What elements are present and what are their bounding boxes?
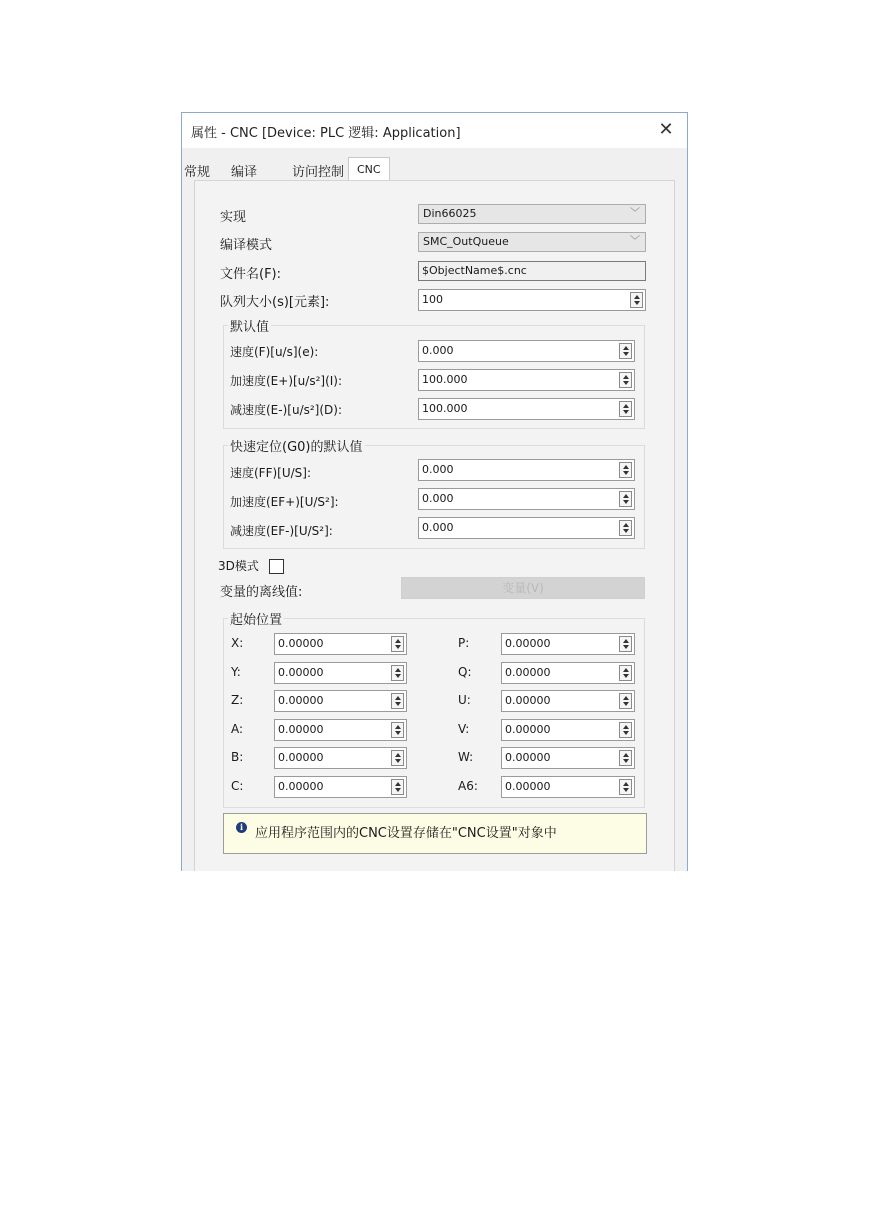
compile-mode-value: SMC_OutQueue [423,235,509,248]
rapid-speed-label: 速度(FF)[U/S]: [230,466,312,480]
axis-b-value: 0.00000 [278,751,324,764]
axis-z-spinner[interactable] [274,690,407,712]
spin-arrows-icon[interactable] [391,665,404,681]
axis-p-value: 0.00000 [505,637,551,650]
rapid-speed-spinner[interactable] [418,459,635,481]
compile-mode-select[interactable] [418,232,646,252]
offline-value-label: 变量的离线值: [220,585,303,600]
queue-size-value: 100 [422,293,443,306]
axis-q-value: 0.00000 [505,666,551,679]
tab-cnc[interactable]: CNC [348,157,390,182]
chevron-down-icon: ﹀ [630,208,640,219]
axis-x-label: X: [231,636,244,650]
rapid-accel-label: 加速度(EF+)[U/S²]: [230,495,339,509]
rapid-accel-value: 0.000 [422,492,454,505]
axis-w-value: 0.00000 [505,751,551,764]
spin-arrows-icon[interactable] [619,343,632,359]
spin-arrows-icon[interactable] [630,292,643,308]
axis-v-value: 0.00000 [505,723,551,736]
default-decel-label: 减速度(E-)[u/s²](D): [230,403,342,417]
spin-arrows-icon[interactable] [391,636,404,652]
axis-u-value: 0.00000 [505,694,551,707]
spin-arrows-icon[interactable] [619,665,632,681]
spin-arrows-icon[interactable] [619,401,632,417]
tab-general[interactable]: 常规 [184,165,211,180]
chevron-down-icon: ﹀ [630,236,640,247]
impl-label: 实现 [220,210,247,225]
compile-mode-label: 编译模式 [220,238,273,253]
rapid-decel-spinner[interactable] [418,517,635,539]
axis-y-spinner[interactable] [274,662,407,684]
axis-c-value: 0.00000 [278,780,324,793]
title-bar [182,113,687,148]
spin-arrows-icon[interactable] [391,722,404,738]
axis-w-label: W: [458,750,474,764]
spin-arrows-icon[interactable] [391,693,404,709]
spin-arrows-icon[interactable] [619,372,632,388]
default-speed-value: 0.000 [422,344,454,357]
axis-b-spinner[interactable] [274,747,407,769]
mode-3d-checkbox[interactable] [269,559,284,574]
spin-arrows-icon[interactable] [619,750,632,766]
rapid-speed-value: 0.000 [422,463,454,476]
close-icon[interactable]: ✕ [658,119,674,140]
queue-size-label: 队列大小(s)[元素]: [220,295,330,310]
default-decel-value: 100.000 [422,402,468,415]
info-icon: i [236,822,247,833]
axis-q-label: Q: [458,665,472,679]
default-accel-label: 加速度(E+)[u/s²](I): [230,374,343,388]
impl-value: Din66025 [423,207,477,220]
default-decel-spinner[interactable] [418,398,635,420]
axis-z-value: 0.00000 [278,694,324,707]
spin-arrows-icon[interactable] [619,636,632,652]
start-position-title: 起始位置 [228,609,284,628]
spin-arrows-icon[interactable] [619,491,632,507]
rapid-accel-spinner[interactable] [418,488,635,510]
tab-compile[interactable]: 编译 [231,165,258,180]
axis-u-spinner[interactable] [501,690,635,712]
info-box [223,813,647,854]
axis-a6-label: A6: [458,779,478,793]
axis-a-value: 0.00000 [278,723,324,736]
properties-dialog [181,112,688,871]
default-speed-label: 速度(F)[u/s](e): [230,345,319,359]
axis-a-label: A: [231,722,244,736]
axis-y-value: 0.00000 [278,666,324,679]
file-name-label: 文件名(F): [220,267,282,282]
defaults-title: 默认值 [228,316,271,335]
spin-arrows-icon[interactable] [619,520,632,536]
default-accel-value: 100.000 [422,373,468,386]
variable-button[interactable]: 变量(V) [401,577,645,599]
axis-x-value: 0.00000 [278,637,324,650]
axis-a-spinner[interactable] [274,719,407,741]
axis-c-spinner[interactable] [274,776,407,798]
spin-arrows-icon[interactable] [619,722,632,738]
axis-z-label: Z: [231,693,244,707]
axis-x-spinner[interactable] [274,633,407,655]
default-speed-spinner[interactable] [418,340,635,362]
axis-p-spinner[interactable] [501,633,635,655]
rapid-decel-value: 0.000 [422,521,454,534]
rapid-title: 快速定位(G0)的默认值 [228,436,365,455]
axis-y-label: Y: [231,665,241,679]
file-name-field[interactable]: $ObjectName$.cnc [418,261,646,281]
spin-arrows-icon[interactable] [619,462,632,478]
mode-3d-label: 3D模式 [218,559,259,573]
spin-arrows-icon[interactable] [619,693,632,709]
spin-arrows-icon[interactable] [391,750,404,766]
axis-v-spinner[interactable] [501,719,635,741]
axis-a6-spinner[interactable] [501,776,635,798]
default-accel-spinner[interactable] [418,369,635,391]
axis-c-label: C: [231,779,244,793]
tab-access-control[interactable]: 访问控制 [292,165,345,180]
axis-v-label: V: [458,722,470,736]
rapid-decel-label: 减速度(EF-)[U/S²]: [230,524,333,538]
tab-bar [182,157,687,181]
queue-size-spinner[interactable] [418,289,646,311]
axis-q-spinner[interactable] [501,662,635,684]
axis-p-label: P: [458,636,470,650]
spin-arrows-icon[interactable] [619,779,632,795]
axis-u-label: U: [458,693,471,707]
spin-arrows-icon[interactable] [391,779,404,795]
impl-select[interactable] [418,204,646,224]
axis-w-spinner[interactable] [501,747,635,769]
axis-a6-value: 0.00000 [505,780,551,793]
axis-b-label: B: [231,750,244,764]
info-text: 应用程序范围内的CNC设置存储在"CNC设置"对象中 [255,826,557,841]
window-title: 属性 - CNC [Device: PLC 逻辑: Application] [191,126,461,141]
